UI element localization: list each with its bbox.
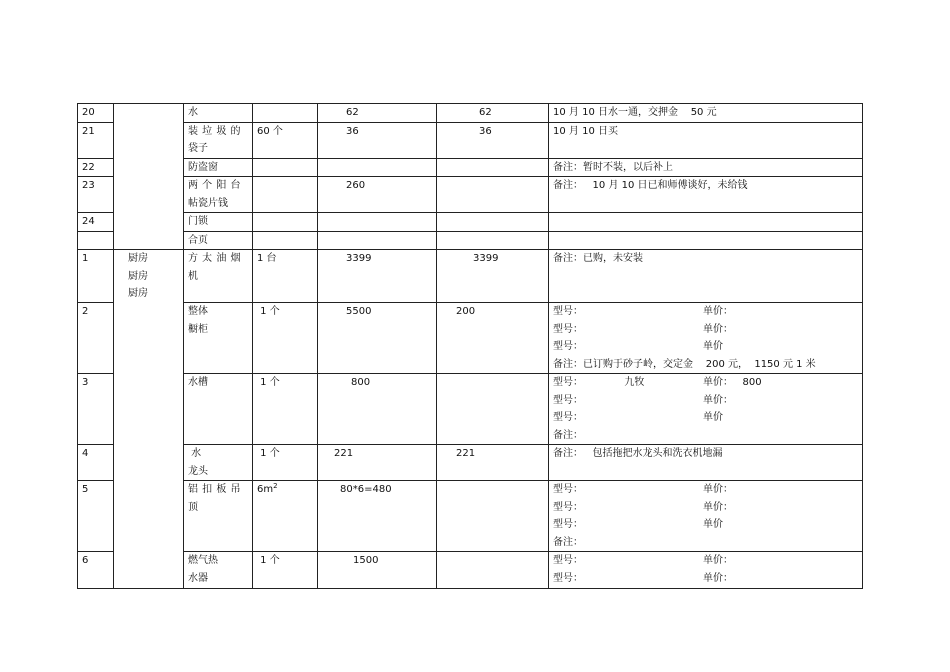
item-line: 机 bbox=[188, 270, 198, 282]
row-number-cell bbox=[78, 158, 114, 177]
unit-price-label: 单价 bbox=[703, 519, 723, 530]
note-line: 备注： 10 月 10 日已和师傅谈好，未给钱 bbox=[553, 180, 748, 191]
row-number: 4 bbox=[82, 448, 89, 459]
quantity-cell bbox=[253, 374, 318, 445]
item-name bbox=[184, 213, 252, 231]
item-line: 铝 扣 板 吊 bbox=[188, 484, 242, 495]
note-line: 型号： bbox=[553, 341, 583, 352]
unit-price-label: 单价： bbox=[703, 323, 733, 335]
item-cell bbox=[184, 158, 253, 177]
item-line: 龙头 bbox=[188, 465, 208, 477]
price: 80*6=480 bbox=[340, 484, 392, 495]
quantity bbox=[253, 445, 317, 463]
paid-amount: 3399 bbox=[473, 253, 499, 264]
paid-cell bbox=[437, 303, 549, 374]
row-number-cell bbox=[78, 213, 114, 232]
row-number-cell bbox=[78, 303, 114, 374]
item-line: 水 bbox=[188, 448, 202, 459]
note-cell bbox=[549, 250, 863, 303]
quantity-cell bbox=[253, 250, 318, 303]
area-cell bbox=[114, 303, 184, 374]
area-cell bbox=[114, 374, 184, 445]
area-line: 厨房 bbox=[128, 288, 148, 299]
note-line: 型号： bbox=[553, 412, 583, 423]
note bbox=[549, 177, 862, 195]
note-cell bbox=[549, 552, 863, 589]
item-line: 水槽 bbox=[188, 377, 208, 388]
price-cell bbox=[318, 177, 437, 213]
table-row bbox=[78, 552, 863, 589]
item-cell bbox=[184, 552, 253, 589]
note-line: 型号： 九牧 bbox=[553, 377, 645, 388]
row-number: 22 bbox=[82, 161, 95, 173]
row-number-cell bbox=[78, 552, 114, 589]
row-number: 3 bbox=[82, 377, 89, 388]
table-row bbox=[78, 231, 863, 250]
area-cell bbox=[114, 445, 184, 481]
item-name bbox=[184, 250, 252, 285]
quantity-value: 1 个 bbox=[257, 377, 280, 388]
row-number: 23 bbox=[82, 180, 95, 191]
row-number-cell bbox=[78, 231, 114, 250]
note-line: 10 月 10 日买 bbox=[553, 125, 618, 137]
item-name bbox=[184, 104, 252, 122]
note-cell bbox=[549, 158, 863, 177]
area-cell bbox=[114, 122, 184, 158]
note bbox=[549, 445, 862, 463]
area-cell bbox=[114, 177, 184, 213]
table-row bbox=[78, 445, 863, 481]
unit-price-label: 单价： bbox=[703, 484, 733, 495]
row-number-cell bbox=[78, 374, 114, 445]
row-number-cell bbox=[78, 104, 114, 123]
item-line: 帖瓷片钱 bbox=[188, 197, 228, 209]
item-cell bbox=[184, 303, 253, 374]
item-line: 装 垃 圾 的 bbox=[188, 125, 242, 137]
note-line: 型号： bbox=[553, 484, 583, 495]
item-name bbox=[184, 303, 252, 338]
unit-price-label: 单价 bbox=[703, 341, 723, 352]
area-line: 厨房 bbox=[128, 253, 148, 264]
item-line: 门锁 bbox=[188, 216, 208, 227]
note-line: 备注：已订购于砂子岭，交定金 200 元， 1150 元 1 米 bbox=[553, 358, 816, 370]
item-name bbox=[184, 374, 252, 392]
note bbox=[549, 552, 862, 587]
table-row bbox=[78, 177, 863, 213]
price-cell bbox=[318, 213, 437, 232]
price-cell bbox=[318, 250, 437, 303]
quantity-cell bbox=[253, 177, 318, 213]
area-cell bbox=[114, 104, 184, 123]
note-cell bbox=[549, 374, 863, 445]
row-number: 2 bbox=[82, 306, 89, 317]
item-cell bbox=[184, 445, 253, 481]
paid-cell bbox=[437, 481, 549, 552]
note-cell bbox=[549, 104, 863, 123]
row-number: 24 bbox=[82, 216, 95, 227]
note bbox=[549, 303, 862, 373]
item-cell bbox=[184, 231, 253, 250]
note-line: 备注： bbox=[553, 536, 583, 548]
price-cell bbox=[318, 374, 437, 445]
note-line: 备注： bbox=[553, 429, 583, 441]
note-cell bbox=[549, 177, 863, 213]
row-number-cell bbox=[78, 445, 114, 481]
table-row bbox=[78, 122, 863, 158]
item-line: 顶 bbox=[188, 501, 198, 513]
table-row bbox=[78, 303, 863, 374]
note bbox=[549, 104, 862, 122]
table-row bbox=[78, 250, 863, 303]
paid-amount: 36 bbox=[479, 125, 492, 137]
paid-cell bbox=[437, 231, 549, 250]
paid-cell bbox=[437, 445, 549, 481]
item-line: 整体 bbox=[188, 306, 208, 317]
area-cell bbox=[114, 250, 184, 303]
paid-cell bbox=[437, 250, 549, 303]
quantity bbox=[253, 250, 317, 268]
area-cell bbox=[114, 213, 184, 232]
price-cell bbox=[318, 552, 437, 589]
row-number-cell bbox=[78, 250, 114, 303]
note bbox=[549, 159, 862, 177]
item-line: 合页 bbox=[188, 234, 208, 246]
note-line: 型号： bbox=[553, 519, 583, 530]
item-name bbox=[184, 552, 252, 587]
paid-cell bbox=[437, 158, 549, 177]
price-cell bbox=[318, 122, 437, 158]
quantity-cell bbox=[253, 445, 318, 481]
price: 800 bbox=[351, 377, 371, 388]
unit-price-label: 单价： bbox=[703, 555, 733, 566]
item-cell bbox=[184, 177, 253, 213]
quantity-cell bbox=[253, 158, 318, 177]
quantity-value: 1 台 bbox=[257, 253, 277, 264]
paid-amount: 221 bbox=[456, 448, 476, 459]
unit-price-label: 单价： bbox=[703, 394, 733, 406]
area-label bbox=[114, 250, 183, 303]
unit-price-label: 单价： bbox=[703, 572, 733, 584]
quantity-value: 1 个 bbox=[257, 306, 280, 317]
row-number-cell bbox=[78, 481, 114, 552]
note-line: 备注：已购，未安装 bbox=[553, 253, 643, 264]
quantity-cell bbox=[253, 213, 318, 232]
note-cell bbox=[549, 445, 863, 481]
paid-amount: 200 bbox=[456, 306, 476, 317]
quantity-cell bbox=[253, 104, 318, 123]
unit-price-label: 单价： bbox=[703, 501, 733, 513]
item-name bbox=[184, 445, 252, 480]
note bbox=[549, 374, 862, 444]
note-cell bbox=[549, 303, 863, 374]
item-line: 防盗窗 bbox=[188, 161, 218, 173]
paid-cell bbox=[437, 122, 549, 158]
quantity-cell bbox=[253, 552, 318, 589]
table-row bbox=[78, 481, 863, 552]
paid-cell bbox=[437, 374, 549, 445]
expense-table bbox=[77, 103, 863, 589]
item-cell bbox=[184, 250, 253, 303]
note-line: 备注：暂时不装，以后补上 bbox=[553, 161, 673, 173]
quantity-unit-exponent: 2 bbox=[273, 482, 278, 490]
price: 3399 bbox=[346, 253, 372, 264]
item-cell bbox=[184, 481, 253, 552]
price-cell bbox=[318, 231, 437, 250]
paid-cell bbox=[437, 104, 549, 123]
note-line: 型号： bbox=[553, 501, 583, 513]
item-line: 燃气热 bbox=[188, 555, 218, 566]
area-cell bbox=[114, 158, 184, 177]
quantity-value: 6m bbox=[257, 484, 274, 495]
table-row bbox=[78, 104, 863, 123]
item-cell bbox=[184, 104, 253, 123]
paid-cell bbox=[437, 552, 549, 589]
table-row bbox=[78, 374, 863, 445]
quantity-cell bbox=[253, 481, 318, 552]
item-name bbox=[184, 481, 252, 516]
note-cell bbox=[549, 213, 863, 232]
quantity bbox=[253, 374, 317, 392]
table-row bbox=[78, 158, 863, 177]
quantity-cell bbox=[253, 122, 318, 158]
quantity bbox=[253, 481, 317, 499]
note-line: 10 月 10 日水一通，交押金 50 元 bbox=[553, 107, 717, 118]
area-cell bbox=[114, 552, 184, 589]
item-name bbox=[184, 232, 252, 250]
price: 1500 bbox=[353, 555, 379, 566]
quantity-value: 60 个 bbox=[257, 125, 283, 137]
item-cell bbox=[184, 374, 253, 445]
quantity bbox=[253, 123, 317, 141]
unit-price-label: 单价： 800 bbox=[703, 377, 762, 388]
note-cell bbox=[549, 481, 863, 552]
unit-price-label: 单价： bbox=[703, 306, 733, 317]
quantity bbox=[253, 552, 317, 570]
item-name bbox=[184, 177, 252, 212]
table-row bbox=[78, 213, 863, 232]
price: 221 bbox=[334, 448, 354, 459]
item-cell bbox=[184, 122, 253, 158]
expense-table-body bbox=[78, 104, 863, 589]
item-line: 橱柜 bbox=[188, 323, 208, 335]
item-line: 两 个 阳 台 bbox=[188, 180, 242, 191]
row-number-cell bbox=[78, 177, 114, 213]
price: 5500 bbox=[346, 306, 372, 317]
row-number: 21 bbox=[82, 125, 95, 137]
quantity-value: 1 个 bbox=[257, 555, 280, 566]
note-line: 型号： bbox=[553, 394, 583, 406]
row-number: 20 bbox=[82, 107, 95, 118]
price-cell bbox=[318, 445, 437, 481]
note-line: 型号： bbox=[553, 323, 583, 335]
quantity-cell bbox=[253, 303, 318, 374]
note bbox=[549, 123, 862, 141]
price-cell bbox=[318, 104, 437, 123]
paid-cell bbox=[437, 177, 549, 213]
item-name bbox=[184, 123, 252, 158]
row-number: 1 bbox=[82, 253, 89, 264]
row-number: 5 bbox=[82, 484, 89, 495]
item-line: 方 太 油 烟 bbox=[188, 253, 242, 264]
row-number: 6 bbox=[82, 555, 89, 566]
price-cell bbox=[318, 158, 437, 177]
price-cell bbox=[318, 303, 437, 374]
item-line: 水器 bbox=[188, 572, 208, 584]
item-line: 袋子 bbox=[188, 143, 208, 154]
quantity bbox=[253, 303, 317, 321]
unit-price-label: 单价 bbox=[703, 412, 723, 423]
note-cell bbox=[549, 122, 863, 158]
note-line: 型号： bbox=[553, 555, 583, 566]
price-cell bbox=[318, 481, 437, 552]
price: 36 bbox=[346, 125, 359, 137]
paid-amount: 62 bbox=[479, 107, 492, 118]
item-cell bbox=[184, 213, 253, 232]
quantity-value: 1 个 bbox=[257, 448, 280, 459]
quantity-cell bbox=[253, 231, 318, 250]
note bbox=[549, 481, 862, 551]
note-cell bbox=[549, 231, 863, 250]
row-number-cell bbox=[78, 122, 114, 158]
note-line: 备注： 包括拖把水龙头和洗衣机地漏 bbox=[553, 448, 723, 459]
item-line: 水 bbox=[188, 107, 198, 118]
area-cell bbox=[114, 481, 184, 552]
area-cell bbox=[114, 231, 184, 250]
item-name bbox=[184, 159, 252, 177]
paid-cell bbox=[437, 213, 549, 232]
area-line: 厨房 bbox=[128, 270, 148, 282]
note-line: 型号： bbox=[553, 306, 583, 317]
note bbox=[549, 250, 862, 268]
note-line: 型号： bbox=[553, 572, 583, 584]
price: 260 bbox=[346, 180, 366, 191]
price: 62 bbox=[346, 107, 359, 118]
